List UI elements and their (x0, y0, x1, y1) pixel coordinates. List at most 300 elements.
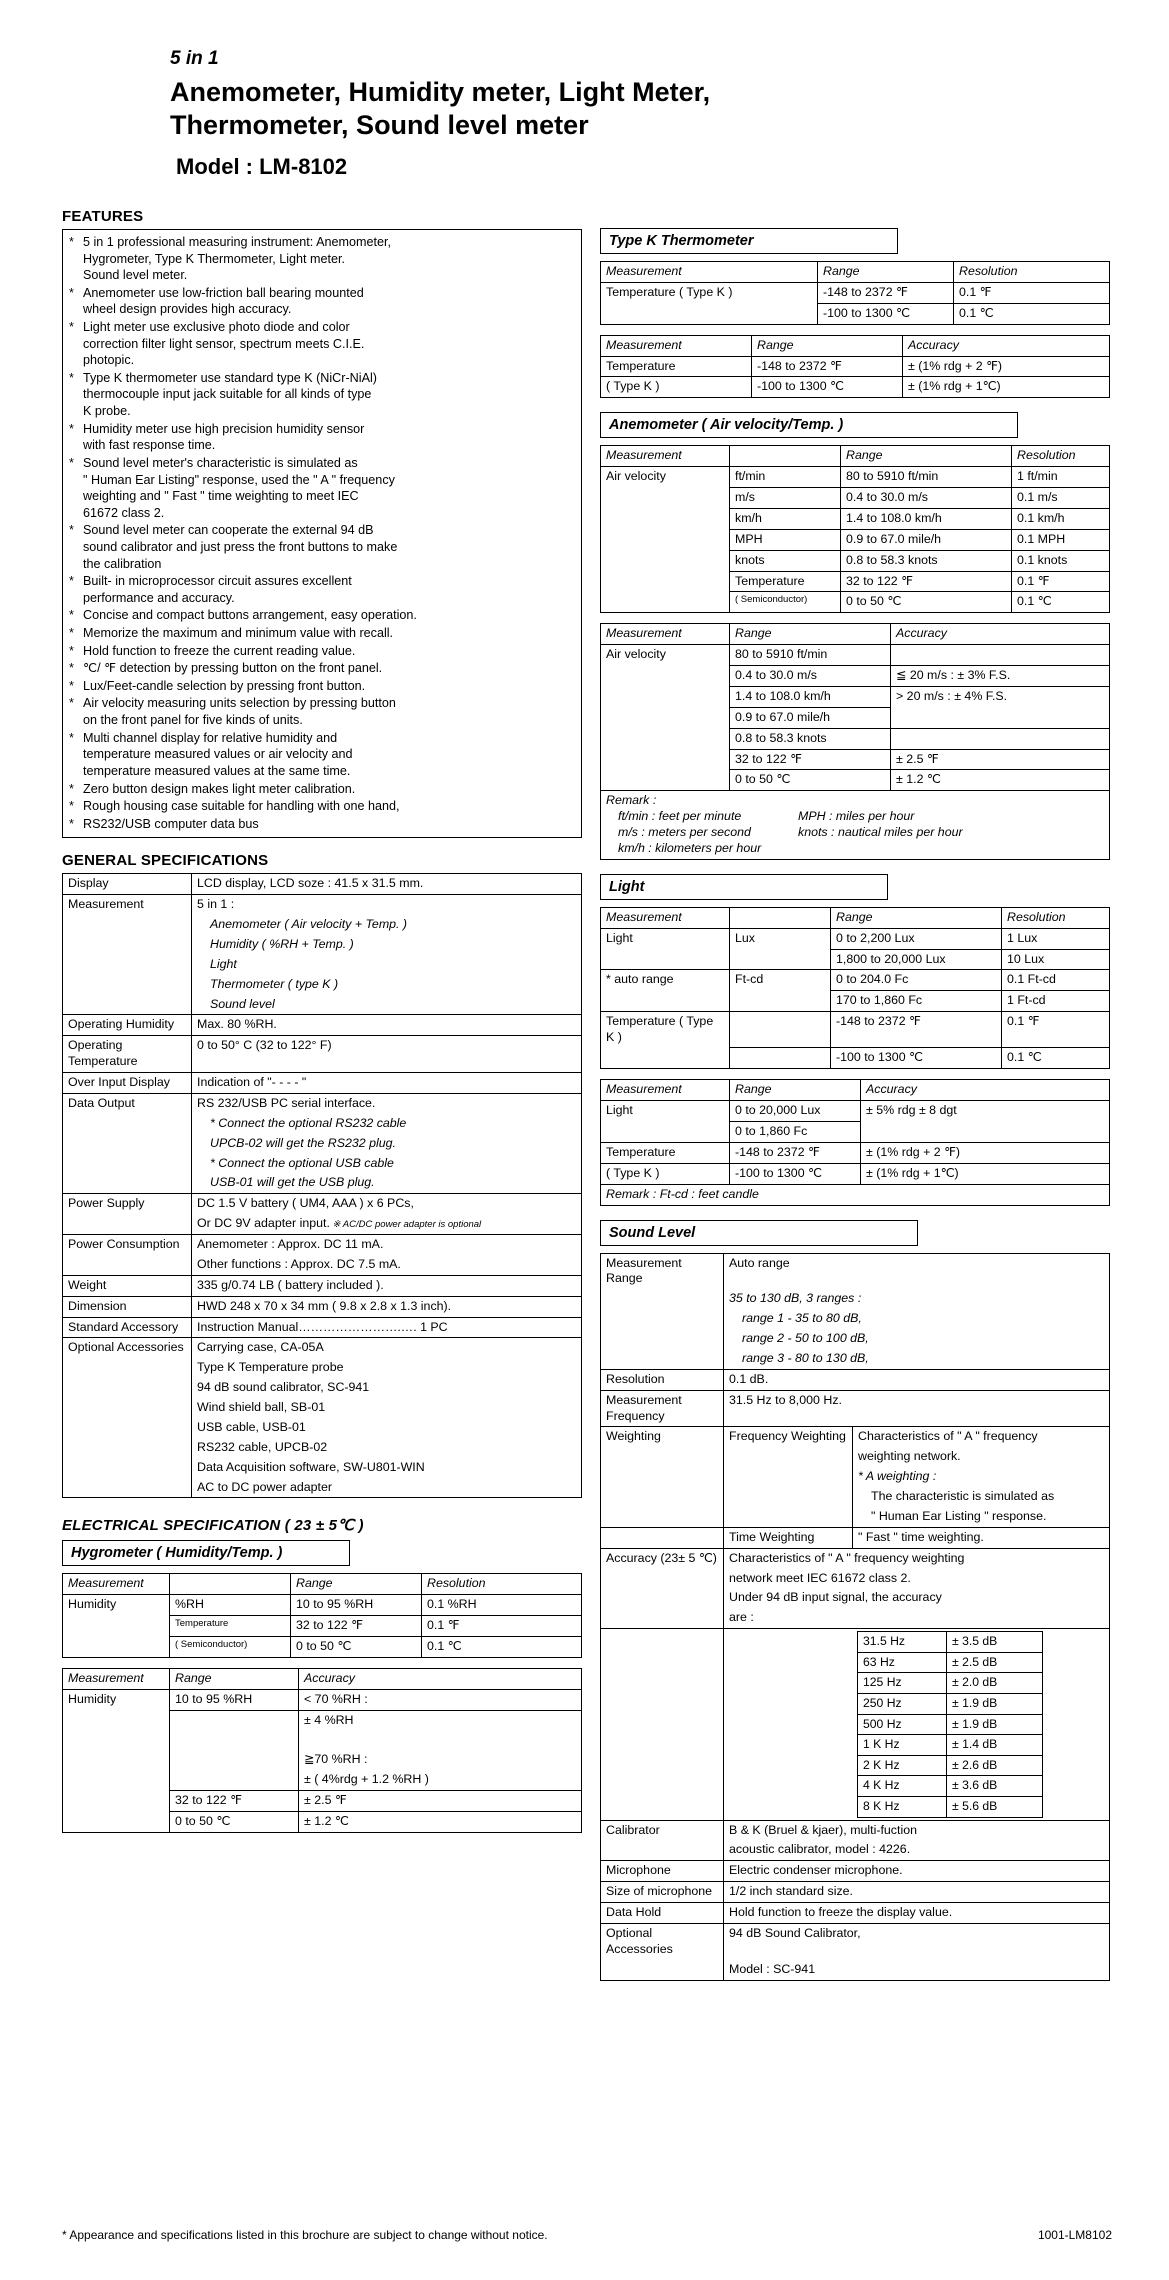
table-row (601, 1527, 1110, 1548)
feature-line: K probe. (83, 404, 131, 419)
table-cell: Light (192, 955, 582, 975)
table-cell: Temperature (730, 571, 841, 592)
table-cell: " Fast " time weighting. (853, 1527, 1110, 1548)
feature-item (67, 643, 575, 660)
table-cell (601, 1840, 724, 1860)
table-cell: 5 in 1 : (192, 895, 582, 915)
table-cell (601, 749, 730, 770)
table-cell: 32 to 122 ℉ (841, 571, 1012, 592)
table-cell: Sound level (192, 995, 582, 1015)
table-cell (63, 1637, 170, 1658)
feature-line: sound calibrator and just press the front buttons to make (83, 539, 398, 554)
feature-line: * Lux/Feet-candle selection by pressing front button. (83, 678, 366, 693)
table-cell (601, 1447, 724, 1467)
table-cell: acoustic calibrator, model : 4226. (724, 1840, 1110, 1860)
electrical-title: ELECTRICAL SPECIFICATION ( 23 ± 5℃ ) (62, 1517, 364, 1535)
table-row (63, 1114, 582, 1134)
table-cell (63, 935, 192, 955)
table-cell: Resolution (422, 1574, 582, 1595)
table-row (601, 356, 1110, 377)
table-cell: -148 to 2372 ℉ (752, 356, 903, 377)
table-row (606, 809, 1104, 825)
table-row (63, 895, 582, 915)
table-cell (601, 1329, 724, 1349)
table-row (63, 1036, 582, 1073)
table-cell (601, 991, 730, 1012)
table-cell (601, 666, 730, 687)
light-title: Light (600, 874, 888, 900)
table-cell: 0 to 50° C (32 to 122° F) (192, 1036, 582, 1073)
table-cell: 94 dB Sound Calibrator, (724, 1923, 1110, 1959)
table-cell (861, 1122, 1110, 1143)
table-row (858, 1714, 1043, 1735)
table-cell: Thermometer ( type K ) (192, 975, 582, 995)
table-cell: ± 1.2 ℃ (891, 770, 1110, 791)
table-row (63, 1398, 582, 1418)
table-cell: ± (1% rdg + 2 ℉) (903, 356, 1110, 377)
table-cell: Weighting (601, 1427, 724, 1447)
footer-code: 1001-LM8102 (1037, 2228, 1112, 2242)
table-cell: Range (730, 624, 891, 645)
table-cell: > 20 m/s : ± 4% F.S. (891, 686, 1110, 707)
table-cell: Accuracy (299, 1668, 582, 1689)
table-cell: 0.1 knots (1012, 550, 1110, 571)
table-row (63, 1750, 582, 1770)
feature-item (67, 319, 575, 369)
table-cell: 0.1 Ft-cd (1002, 970, 1110, 991)
feature-line: weighting and " Fast " time weighting to meet IEC (83, 489, 359, 504)
table-cell (601, 707, 730, 728)
table-cell: Data Output (63, 1093, 192, 1113)
table-cell (170, 1750, 299, 1770)
table-cell: 63 Hz (858, 1652, 947, 1673)
table-cell: Hold function to freeze the display value. (724, 1903, 1110, 1924)
table-cell (891, 645, 1110, 666)
table-row (601, 928, 1110, 949)
table-cell (724, 1629, 1110, 1820)
table-cell: network meet IEC 61672 class 2. (724, 1569, 1110, 1589)
table-cell: ± 2.5 dB (947, 1652, 1043, 1673)
table-cell: 170 to 1,860 Fc (831, 991, 1002, 1012)
table-cell: -148 to 2372 ℉ (831, 1012, 1002, 1048)
table-cell: Max. 80 %RH. (192, 1015, 582, 1036)
table-row (601, 508, 1110, 529)
table-cell: Accuracy (23± 5 ℃) (601, 1548, 724, 1568)
feature-line: photopic. (83, 353, 135, 368)
table-cell: 0 to 50 ℃ (291, 1637, 422, 1658)
feature-item (67, 660, 575, 677)
table-cell: 31.5 Hz (858, 1632, 947, 1653)
table-cell (63, 995, 192, 1015)
feature-item (67, 522, 575, 572)
table-cell: ± 1.9 dB (947, 1693, 1043, 1714)
feature-item (67, 607, 575, 624)
table-row (601, 488, 1110, 509)
table-cell: 8 K Hz (858, 1797, 947, 1818)
table-row (601, 1820, 1110, 1840)
feature-line: correction filter light sensor, spectrum meets C.I.E. (83, 336, 365, 351)
table-cell: Measurement (601, 446, 730, 467)
table-cell (63, 1114, 192, 1134)
feature-line: " Human Ear Listing" response, used the " A " frequency (83, 472, 395, 487)
anemometer-title: Anemometer ( Air velocity/Temp. ) (600, 412, 1018, 438)
table-row (63, 1358, 582, 1378)
table-cell: Temperature (601, 356, 752, 377)
footer (62, 2228, 1112, 2242)
table-cell (601, 770, 730, 791)
sound-level-table (600, 1253, 1110, 1981)
table-row (601, 262, 1110, 283)
table-row (858, 1797, 1043, 1818)
typek-title: Type K Thermometer (600, 228, 898, 254)
table-row (606, 825, 1104, 841)
table-cell (730, 1048, 831, 1069)
table-row (601, 1608, 1110, 1628)
table-cell: ± (1% rdg + 2 ℉) (861, 1142, 1110, 1163)
table-row (63, 1073, 582, 1094)
feature-item (67, 781, 575, 798)
table-cell: 2 K Hz (858, 1755, 947, 1776)
table-cell: 1/2 inch standard size. (724, 1882, 1110, 1903)
table-cell: 335 g/0.74 LB ( battery included ). (192, 1275, 582, 1296)
table-cell: RS232 cable, UPCB-02 (192, 1438, 582, 1458)
table-cell: 94 dB sound calibrator, SC-941 (192, 1378, 582, 1398)
right-column (600, 228, 1110, 1981)
table-cell (601, 686, 730, 707)
table-cell (724, 1447, 853, 1467)
table-cell (601, 550, 730, 571)
table-row (601, 592, 1110, 613)
table-row (63, 1134, 582, 1154)
table-cell: Range (752, 335, 903, 356)
table-cell: Temperature ( Type K ) (601, 282, 818, 303)
table-cell: -100 to 1300 ℃ (831, 1048, 1002, 1069)
feature-item (67, 816, 575, 833)
table-cell: 0.4 to 30.0 m/s (730, 666, 891, 687)
table-cell: ± 5% rdg ± 8 dgt (861, 1101, 1110, 1122)
table-cell: HWD 248 x 70 x 34 mm ( 9.8 x 2.8 x 1.3 inch). (192, 1296, 582, 1317)
table-row (601, 1122, 1110, 1143)
table-cell (63, 1812, 170, 1833)
table-cell: Measurement (601, 335, 752, 356)
table-cell: 0.1 ℃ (954, 303, 1110, 324)
table-cell: 0.4 to 30.0 m/s (841, 488, 1012, 509)
table-row (601, 550, 1110, 571)
table-row (63, 1812, 582, 1833)
table-cell: 80 to 5910 ft/min (841, 467, 1012, 488)
table-cell (63, 1710, 170, 1730)
table-cell (63, 1154, 192, 1174)
table-cell: 0.1 ℉ (954, 282, 1110, 303)
table-cell (63, 1791, 170, 1812)
table-cell (601, 1289, 724, 1309)
table-cell (601, 1467, 724, 1487)
table-row (601, 1101, 1110, 1122)
feature-item (67, 285, 575, 318)
table-cell (601, 1960, 724, 1980)
table-row (601, 1253, 1110, 1289)
table-row (858, 1673, 1043, 1694)
table-row (601, 791, 1110, 860)
table-cell: 1 Lux (1002, 928, 1110, 949)
table-cell: Operating Humidity (63, 1015, 192, 1036)
table-cell: MPH : miles per hour (798, 809, 915, 824)
table-cell: Size of microphone (601, 1882, 724, 1903)
table-cell: ≦ 20 m/s : ± 3% F.S. (891, 666, 1110, 687)
anemometer-accuracy-table (600, 623, 1110, 860)
feature-item (67, 421, 575, 454)
table-row (63, 1235, 582, 1255)
table-cell: 0.9 to 67.0 mile/h (730, 707, 891, 728)
table-cell: 0.9 to 67.0 mile/h (841, 529, 1012, 550)
table-row (601, 770, 1110, 791)
table-cell: USB cable, USB-01 (192, 1418, 582, 1438)
table-cell (601, 488, 730, 509)
table-cell: 0.1 ℃ (1012, 592, 1110, 613)
table-cell: Anemometer ( Air velocity + Temp. ) (192, 915, 582, 935)
table-row (601, 303, 1110, 324)
table-row (601, 707, 1110, 728)
table-row (63, 874, 582, 895)
table-cell: 0 to 50 ℃ (730, 770, 891, 791)
table-cell: Temperature (170, 1616, 291, 1637)
typek-range-table (600, 261, 1110, 325)
feature-line: * Concise and compact buttons arrangement, easy operation. (83, 608, 417, 623)
table-row (63, 1791, 582, 1812)
table-cell: Type K Temperature probe (192, 1358, 582, 1378)
table-row (601, 571, 1110, 592)
table-cell (891, 707, 1110, 728)
table-cell (730, 446, 841, 467)
table-cell: 0.1 m/s (1012, 488, 1110, 509)
table-cell: ± (1% rdg + 1℃) (903, 377, 1110, 398)
table-row (601, 1309, 1110, 1329)
table-cell: ± 5.6 dB (947, 1797, 1043, 1818)
table-row (601, 991, 1110, 1012)
table-cell: Temperature ( Type K ) (601, 1012, 730, 1048)
feature-item (67, 625, 575, 642)
table-cell (299, 1731, 582, 1751)
table-cell (63, 1358, 192, 1378)
table-row (601, 529, 1110, 550)
table-row (63, 1214, 582, 1234)
header-title-line1: Anemometer, Humidity meter, Light Meter, (170, 77, 711, 107)
table-cell (601, 529, 730, 550)
table-cell: Anemometer : Approx. DC 11 mA. (192, 1235, 582, 1255)
table-cell: 0 to 50 ℃ (170, 1812, 299, 1833)
table-cell: Lux (730, 928, 831, 949)
table-cell (63, 1214, 192, 1234)
table-cell (601, 1588, 724, 1608)
table-cell: ± 2.5 ℉ (299, 1791, 582, 1812)
table-cell (63, 955, 192, 975)
table-cell (601, 728, 730, 749)
table-cell: Humidity (63, 1595, 170, 1616)
feature-line: * 5 in 1 professional measuring instrument: Anemometer, (83, 235, 392, 249)
table-cell: Power Consumption (63, 1235, 192, 1255)
table-cell (170, 1710, 299, 1730)
table-cell: 1.4 to 108.0 km/h (841, 508, 1012, 529)
table-row (858, 1652, 1043, 1673)
document-header (170, 48, 1030, 180)
table-cell: -100 to 1300 ℃ (752, 377, 903, 398)
table-cell: The characteristic is simulated as (853, 1487, 1110, 1507)
table-cell (601, 1608, 724, 1628)
hygrometer-accuracy-table (62, 1668, 582, 1833)
table-cell: 0 to 50 ℃ (841, 592, 1012, 613)
table-row (63, 1574, 582, 1595)
table-cell: Humidity (63, 1689, 170, 1710)
table-cell: 0.8 to 58.3 knots (730, 728, 891, 749)
table-cell: Measurement (601, 624, 730, 645)
table-cell: m/s (730, 488, 841, 509)
table-row (63, 1015, 582, 1036)
table-row (63, 1275, 582, 1296)
table-cell: Accuracy (903, 335, 1110, 356)
typek-accuracy-table (600, 335, 1110, 399)
table-cell (601, 1569, 724, 1589)
table-row (63, 995, 582, 1015)
table-cell: 32 to 122 ℉ (730, 749, 891, 770)
table-row (63, 1770, 582, 1790)
table-row (601, 1861, 1110, 1882)
feature-line: * RS232/USB computer data bus (83, 816, 259, 831)
table-cell: ± 4 %RH (299, 1710, 582, 1730)
table-row (63, 1296, 582, 1317)
general-specs-table (62, 873, 582, 1498)
table-cell: ≧70 %RH : (299, 1750, 582, 1770)
table-cell: Accuracy (861, 1080, 1110, 1101)
table-cell (724, 1507, 853, 1527)
table-row (601, 1289, 1110, 1309)
feature-line: * Sound level meter can cooperate the external 94 dB (83, 523, 374, 538)
features-list (67, 234, 575, 832)
table-cell: Instruction Manual…………………….…. 1 PC (192, 1317, 582, 1338)
feature-line: on the front panel for five kinds of units. (83, 713, 303, 728)
table-cell: Optional Accessories (601, 1923, 724, 1959)
table-row (601, 1427, 1110, 1447)
table-cell: 0.1 km/h (1012, 508, 1110, 529)
hygrometer-range-table (62, 1573, 582, 1658)
table-cell: * Connect the optional RS232 cable (192, 1114, 582, 1134)
table-cell (63, 1750, 170, 1770)
table-cell: 0.1 ℉ (1002, 1012, 1110, 1048)
table-cell: range 2 - 50 to 100 dB, (724, 1329, 1110, 1349)
table-cell: Standard Accessory (63, 1317, 192, 1338)
table-cell: 31.5 Hz to 8,000 Hz. (724, 1390, 1110, 1427)
table-cell (63, 1478, 192, 1498)
table-cell: Frequency Weighting (724, 1427, 853, 1447)
feature-line: * ℃/ ℉ detection by pressing button on the front panel. (83, 661, 383, 676)
table-cell: AC to DC power adapter (192, 1478, 582, 1498)
header-subtitle: 5 in 1 (170, 48, 219, 69)
table-cell: -100 to 1300 ℃ (730, 1163, 861, 1184)
feature-line: * Rough housing case suitable for handling with one hand, (83, 799, 400, 814)
table-cell (601, 1507, 724, 1527)
table-cell: Measurement (601, 1080, 730, 1101)
table-cell: Measurement (63, 895, 192, 915)
table-cell: Measurement (63, 1574, 170, 1595)
table-cell: Humidity ( %RH + Temp. ) (192, 935, 582, 955)
table-cell: Data Hold (601, 1903, 724, 1924)
table-cell: Ft-cd (730, 970, 831, 991)
feature-line: * Multi channel display for relative humidity and (83, 730, 338, 745)
table-cell (891, 728, 1110, 749)
feature-item (67, 370, 575, 420)
table-cell (601, 592, 730, 613)
power-supply-note: ※ AC/DC power adapter is optional (329, 1219, 482, 1231)
table-cell: Light (601, 1101, 730, 1122)
table-cell (63, 975, 192, 995)
header-title-line2: Thermometer, Sound level meter (170, 109, 589, 140)
table-row (601, 949, 1110, 970)
table-row (63, 1668, 582, 1689)
feature-line: * Sound level meter's characteristic is simulated as (83, 455, 358, 470)
table-cell: Resolution (954, 262, 1110, 283)
table-row (601, 1369, 1110, 1390)
table-row (601, 467, 1110, 488)
table-cell: 0 to 2,200 Lux (831, 928, 1002, 949)
feature-item (67, 573, 575, 606)
table-cell: * Connect the optional USB cable (192, 1154, 582, 1174)
sound-level-title: Sound Level (600, 1220, 918, 1246)
table-cell: 0.1 %RH (422, 1595, 582, 1616)
table-cell: 0.1 MPH (1012, 529, 1110, 550)
table-row (63, 1458, 582, 1478)
table-row (858, 1776, 1043, 1797)
table-row (63, 1438, 582, 1458)
anemometer-range-table (600, 445, 1110, 613)
feature-line: performance and accuracy. (83, 590, 235, 605)
table-cell: Range (170, 1668, 299, 1689)
table-cell (601, 1309, 724, 1329)
table-row (601, 1390, 1110, 1427)
table-cell: Electric condenser microphone. (724, 1861, 1110, 1882)
table-cell (601, 1629, 724, 1820)
table-cell: Over Input Display (63, 1073, 192, 1094)
feature-line: * Built- in microprocessor circuit assures excellent (83, 574, 352, 589)
table-cell (730, 907, 831, 928)
table-row (601, 1048, 1110, 1069)
table-cell: Data Acquisition software, SW-U801-WIN (192, 1458, 582, 1478)
table-row (601, 1960, 1110, 1980)
table-cell: 1 ft/min (1012, 467, 1110, 488)
table-cell: Accuracy (891, 624, 1110, 645)
table-cell: ± 1.9 dB (947, 1714, 1043, 1735)
table-row (601, 907, 1110, 928)
table-cell (63, 1255, 192, 1275)
table-row (601, 1447, 1110, 1467)
table-cell: Resolution (1012, 446, 1110, 467)
table-cell: 4 K Hz (858, 1776, 947, 1797)
table-cell (63, 1731, 170, 1751)
table-cell: ft/min : feet per minute (618, 809, 742, 824)
table-cell (601, 1048, 730, 1069)
table-cell: Measurement (601, 907, 730, 928)
table-cell (730, 991, 831, 1012)
table-cell: ( Type K ) (601, 377, 752, 398)
feature-line: Hygrometer, Type K Thermometer, Light meter. (83, 251, 346, 266)
table-cell: Or DC 9V adapter input. ※ AC/DC power adapter is optional (192, 1214, 582, 1234)
table-cell: 32 to 122 ℉ (291, 1616, 422, 1637)
table-cell: Resolution (601, 1369, 724, 1390)
table-cell: km/h (730, 508, 841, 529)
table-cell: Power Supply (63, 1194, 192, 1214)
feature-line: temperature measured values at the same time. (83, 763, 351, 778)
table-cell: ± 1.2 ℃ (299, 1812, 582, 1833)
table-cell: ( Semiconductor) (170, 1637, 291, 1658)
table-cell: Range (818, 262, 954, 283)
